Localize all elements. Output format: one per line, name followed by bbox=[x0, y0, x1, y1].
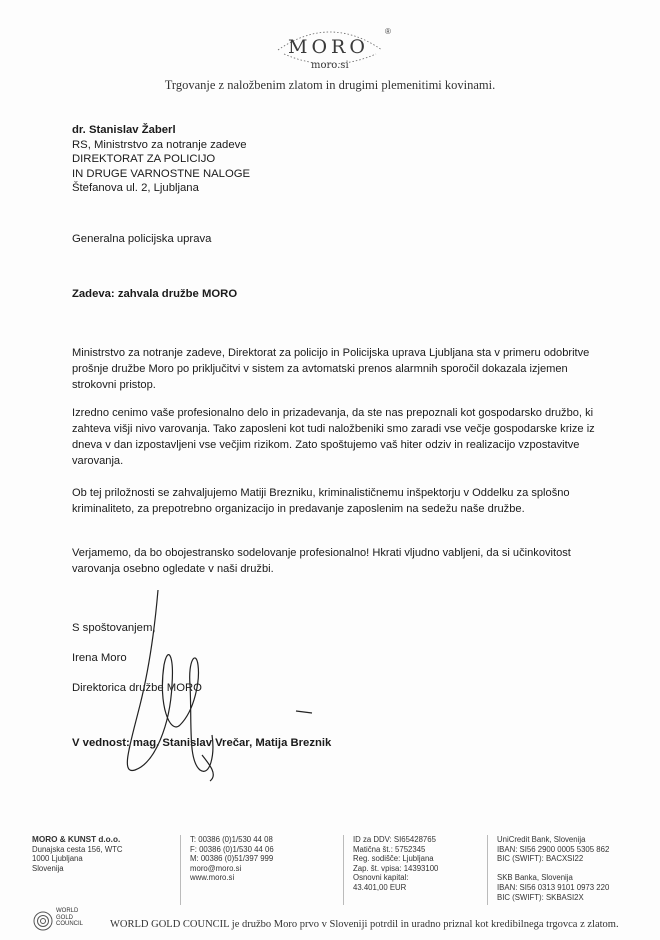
footer-company bbox=[32, 835, 123, 873]
footer bbox=[0, 835, 660, 915]
bank-line: SKB Banka, Slovenija bbox=[497, 873, 573, 883]
registered-mark: ® bbox=[385, 27, 391, 36]
body-paragraph: Izredno cenimo vaše profesionalno delo in prizadevanja, da ste nas prepoznali kot gospodarsko družbo, ki zahteva višji nivo varovanja. Tako zaposleni kot tudi naložbeniki smo zaradi vse večje gospodarske krize iz dneva v dan izpostavljeni vse večjim rizikom. Zato spoštujemo vaš hiter odziv in realizacijo vzpostavitve varovanja. bbox=[72, 407, 595, 467]
body-paragraph: Ministrstvo za notranje zadeve, Direktorat za policijo in Policijska uprava Ljubljana sta v primeru odobritve prošnje družbe Moro po priključitvi v sistem za avtomatski prenos alarmnih sporočil dokazala izjemen strokovni pristop. bbox=[72, 347, 590, 391]
contact-email[interactable]: moro@moro.si bbox=[190, 863, 242, 873]
registry-line: Reg. sodišče: Ljubljana bbox=[353, 854, 434, 864]
tagline: Trgovanje z naložbenim zlatom in drugimi plemenitimi kovinami. bbox=[164, 78, 496, 92]
footer-contact bbox=[190, 835, 274, 883]
contact-line: T: 00386 (0)1/530 44 08 bbox=[190, 835, 273, 844]
footer-divider bbox=[180, 835, 181, 905]
body-paragraph: Verjamemo, da bo obojestransko sodelovanje profesionalno! Hkrati vljudno vabljeni, da si učinkovitost varovanja osebno ogledate v naši družbi. bbox=[72, 547, 571, 575]
wgc-logo-line: GOLD bbox=[56, 914, 74, 921]
logo-website: moro.si bbox=[311, 60, 349, 71]
contact-line: F: 00386 (0)1/530 44 06 bbox=[190, 844, 274, 854]
signer-title: Direktorica družbe MORO bbox=[72, 682, 202, 694]
closing-greeting: S spoštovanjem, bbox=[72, 622, 156, 634]
address-line: Štefanova ul. 2, Ljubljana bbox=[72, 182, 199, 194]
logo-text: MORO bbox=[288, 36, 369, 58]
bank-line: BIC (SWIFT): SKBASI2X bbox=[497, 892, 584, 902]
recipient-name: dr. Stanislav Žaberl bbox=[72, 124, 176, 136]
registry-line: Osnovni kapital: bbox=[353, 873, 409, 883]
bank-line bbox=[497, 864, 609, 874]
footer-divider bbox=[487, 835, 488, 905]
contact-line: M: 00386 (0)51/397 999 bbox=[190, 854, 274, 864]
registry-line: 43.401,00 EUR bbox=[353, 882, 407, 892]
company-line: 1000 Ljubljana bbox=[32, 854, 83, 864]
address-line: IN DRUGE VARNOSTNE NALOGE bbox=[72, 167, 251, 180]
wgc-logo-text bbox=[56, 908, 83, 928]
bank-line: IBAN: SI56 0313 9101 0973 220 bbox=[497, 882, 610, 892]
company-name: MORO & KUNST d.o.o. bbox=[32, 835, 121, 844]
address-line: DIREKTORAT ZA POLICIJO bbox=[72, 153, 216, 165]
registry-line: ID za DDV: SI65428765 bbox=[353, 835, 436, 844]
registry-line: Matična št.: 5752345 bbox=[353, 844, 426, 854]
footer-bank bbox=[497, 835, 609, 902]
subject-line: Zadeva: zahvala družbe MORO bbox=[72, 288, 238, 300]
cc-line: V vednost: mag. Stanislav Vrečar, Matija Breznik bbox=[72, 737, 332, 749]
registry-line: Zap. št. vpisa: 14393100 bbox=[353, 863, 439, 873]
footer-divider bbox=[343, 835, 344, 905]
bank-line: UniCredit Bank, Slovenija bbox=[497, 835, 586, 844]
second-recipient: Generalna policijska uprava bbox=[72, 233, 212, 245]
address-line: RS, Ministrstvo za notranje zadeve bbox=[72, 138, 247, 151]
bank-line: BIC (SWIFT): BACXSI22 bbox=[497, 854, 584, 864]
wgc-logo-line: COUNCIL bbox=[56, 921, 84, 927]
contact-website[interactable]: www.moro.si bbox=[190, 873, 235, 883]
recipient-address bbox=[72, 123, 250, 196]
body-paragraph: Ob tej priložnosti se zahvaljujemo Matiji Brezniku, kriminalističnemu inšpektorju v Oddelku za splošno kriminaliteto, za prepotrebno organizacijo in predavanje zaposlenim na sedežu naše družbe. bbox=[72, 487, 570, 515]
signer-name: Irena Moro bbox=[72, 652, 127, 664]
signature-icon bbox=[60, 585, 360, 785]
company-line: Slovenija bbox=[32, 863, 64, 873]
bank-line: IBAN: SI56 2900 0005 5305 862 bbox=[497, 844, 610, 854]
company-line: Dunajska cesta 156, WTC bbox=[32, 844, 123, 854]
wgc-logo-line: WORLD bbox=[56, 908, 79, 914]
footer-registry bbox=[353, 835, 438, 893]
wgc-statement: WORLD GOLD COUNCIL je družbo Moro prvo v Sloveniji potrdil in uradno priznal kot kredibilnega trgovca z zlatom. bbox=[110, 919, 619, 930]
